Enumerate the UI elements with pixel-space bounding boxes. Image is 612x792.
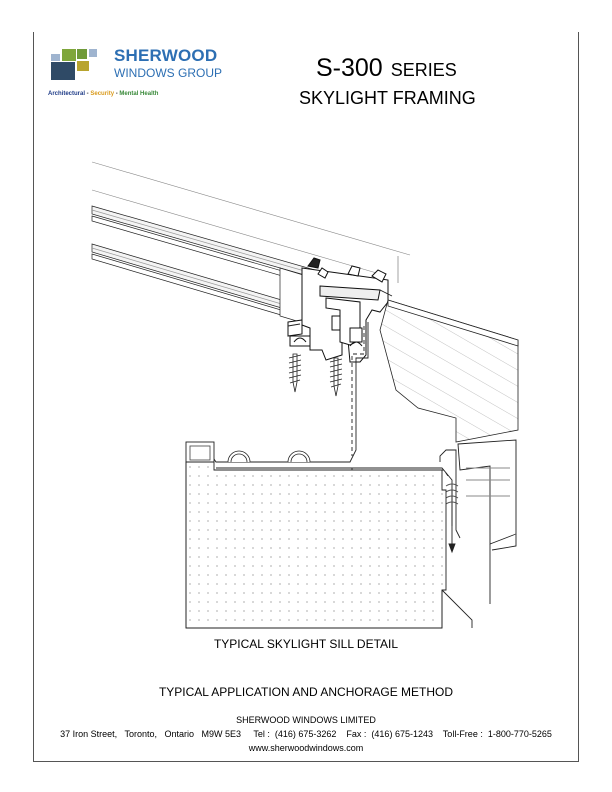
tagline-security: Security bbox=[90, 91, 115, 97]
company-logo bbox=[48, 46, 248, 106]
concrete-curb bbox=[186, 442, 446, 628]
tagline-separator: - bbox=[85, 91, 91, 97]
detail-caption: TYPICAL SKYLIGHT SILL DETAIL bbox=[213, 637, 399, 651]
method-caption: TYPICAL APPLICATION AND ANCHORAGE METHOD bbox=[158, 685, 454, 699]
page-border-bottom bbox=[33, 761, 579, 762]
page-border-right bbox=[578, 32, 579, 762]
series-word: SERIES bbox=[390, 60, 457, 80]
tagline-mental-health: Mental Health bbox=[119, 91, 159, 97]
anchor-screw-left bbox=[289, 354, 301, 392]
backer-rods bbox=[228, 451, 310, 462]
series-number: S-300 bbox=[316, 54, 383, 82]
footer-contact: 37 Iron Street, Toronto, Ontario M9W 5E3 Tel : (416) 675-3262 Fax : (416) 675-1243 Toll-Free : 1-800-770-5265 bbox=[60, 729, 552, 739]
footer-website-link[interactable]: www.sherwoodwindows.com bbox=[248, 743, 364, 753]
tagline-architectural: Architectural bbox=[48, 91, 86, 97]
series-subtitle: SKYLIGHT FRAMING bbox=[299, 88, 476, 108]
brand-name: SHERWOOD bbox=[114, 46, 218, 65]
brand-subtitle: WINDOWS GROUP bbox=[114, 66, 222, 80]
exterior-wall bbox=[458, 440, 516, 604]
anchor-screw-right bbox=[330, 358, 342, 396]
page-border-left bbox=[33, 32, 34, 762]
footer-company: SHERWOOD WINDOWS LIMITED bbox=[236, 715, 376, 725]
aluminum-frame-extrusion bbox=[288, 258, 388, 362]
sill-detail-drawing bbox=[80, 150, 540, 630]
series-title bbox=[316, 54, 457, 83]
glazing-unit-lower bbox=[92, 244, 302, 320]
logo-tagline bbox=[48, 91, 158, 97]
tagline-separator: - bbox=[114, 91, 120, 97]
lower-fascia bbox=[442, 590, 472, 628]
logo-squares-icon bbox=[48, 46, 110, 82]
roof-curb bbox=[380, 290, 518, 442]
